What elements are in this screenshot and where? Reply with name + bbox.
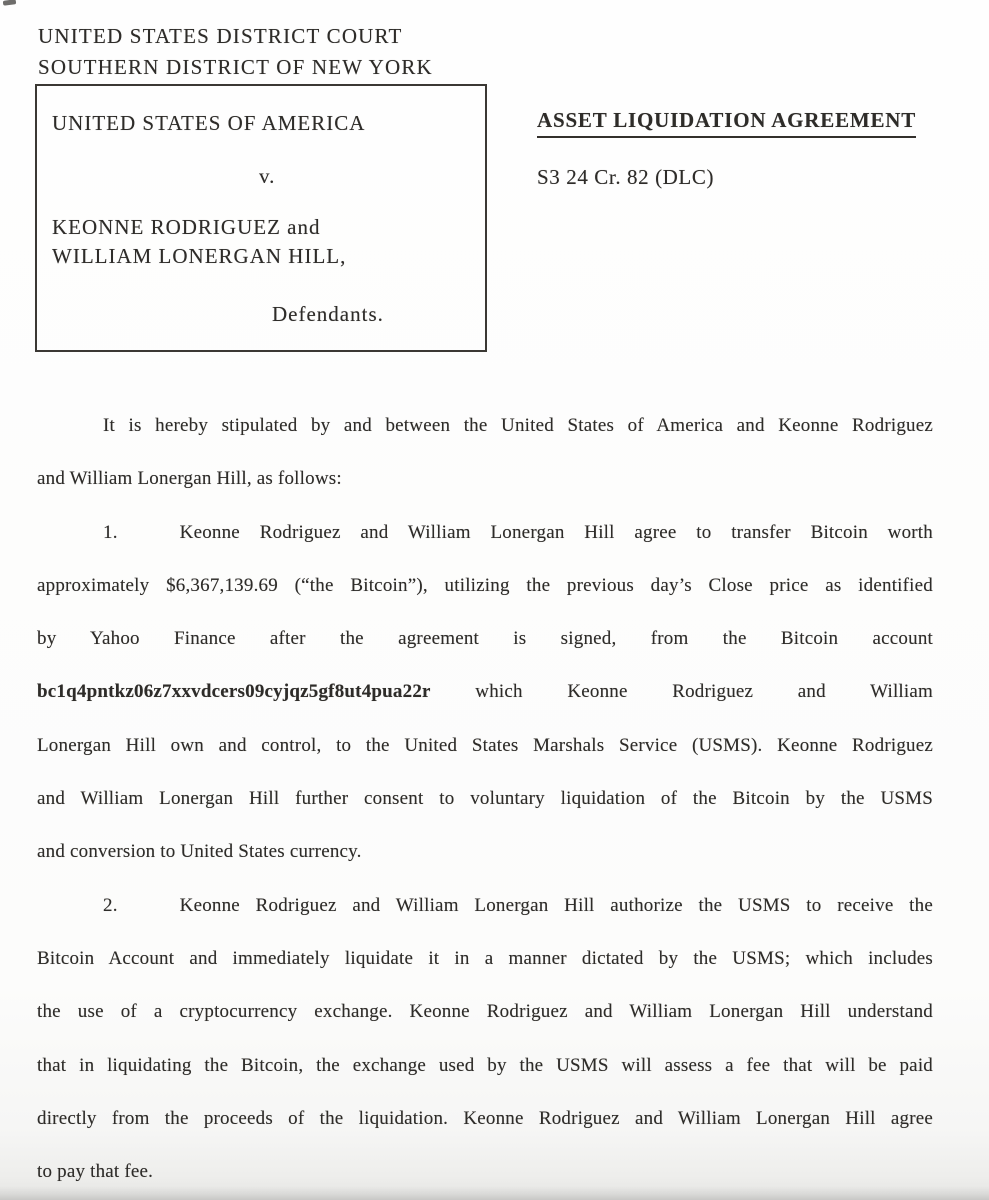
- text-segment: approximately $6,367,139.69 (“the Bitcoin”), utilizing the previous day’s Close price as identified: [37, 574, 933, 596]
- document-line: [37, 612, 933, 665]
- versus-label: v.: [259, 164, 276, 188]
- paragraph-number: 1.: [103, 521, 118, 543]
- document-line: [37, 985, 933, 1038]
- text-segment: that in liquidating the Bitcoin, the exchange used by the USMS will assess a fee that will be paid: [37, 1054, 933, 1076]
- text-segment: It is hereby stipulated by and between the United States of America and Keonne Rodriguez: [103, 415, 933, 436]
- document-line: [37, 825, 933, 878]
- document-line: [37, 1039, 933, 1092]
- text-segment: Keonne Rodriguez and William Lonergan Hill authorize the USMS to receive the: [179, 894, 933, 916]
- bitcoin-address: bc1q4pntkz06z7xxvdcers09cyjqz5gf8ut4pua22r: [37, 681, 431, 703]
- defendant-line: WILLIAM LONERGAN HILL,: [52, 244, 347, 268]
- defendants-label: Defendants.: [272, 302, 384, 326]
- text-segment: and William Lonergan Hill further consent to voluntary liquidation of the Bitcoin by the USMS: [37, 788, 933, 810]
- paragraph-number: 2.: [103, 894, 118, 916]
- scan-artifact-speck: [3, 0, 17, 6]
- text-segment: which Keonne Rodriguez and William: [430, 681, 933, 703]
- text-segment: by Yahoo Finance after the agreement is signed, from the Bitcoin account: [37, 628, 933, 650]
- document-line: [37, 719, 933, 772]
- document-line: [37, 772, 933, 825]
- scan-bottom-shadow: [0, 1186, 989, 1200]
- text-segment: to pay that fee.: [37, 1161, 154, 1183]
- document-line: [37, 559, 933, 612]
- text-segment: and William Lonergan Hill, as follows:: [37, 468, 342, 490]
- document-line: [37, 879, 933, 932]
- text-segment: Bitcoin Account and immediately liquidate it in a manner dictated by the USMS; which includes: [37, 947, 933, 969]
- document-line: [37, 932, 933, 985]
- case-caption-box: [35, 84, 487, 352]
- district-name: SOUTHERN DISTRICT OF NEW YORK: [38, 55, 433, 79]
- text-segment: the use of a cryptocurrency exchange. Keonne Rodriguez and William Lonergan Hill understand: [37, 1001, 933, 1023]
- text-segment: Lonergan Hill own and control, to the United States Marshals Service (USMS). Keonne Rodriguez: [37, 734, 933, 756]
- text-segment: and conversion to United States currency.: [37, 841, 362, 863]
- court-header: [38, 21, 433, 83]
- document-line: [37, 665, 933, 718]
- defendant-line: KEONNE RODRIGUEZ and: [52, 215, 321, 239]
- document-line: [37, 1092, 933, 1145]
- agreement-body: [37, 399, 933, 1198]
- plaintiff-name: UNITED STATES OF AMERICA: [52, 111, 366, 135]
- document-line: [37, 452, 933, 505]
- case-number: S3 24 Cr. 82 (DLC): [537, 165, 715, 189]
- text-segment: directly from the proceeds of the liquidation. Keonne Rodriguez and William Lonergan Hill agree: [37, 1107, 933, 1129]
- document-heading-column: [537, 108, 957, 190]
- court-name: UNITED STATES DISTRICT COURT: [38, 24, 403, 48]
- document-line: [37, 399, 933, 452]
- document-title: ASSET LIQUIDATION AGREEMENT: [537, 108, 916, 138]
- defendant-names: [52, 213, 471, 271]
- document-line: [37, 506, 933, 559]
- text-segment: Keonne Rodriguez and William Lonergan Hill agree to transfer Bitcoin worth: [179, 521, 933, 543]
